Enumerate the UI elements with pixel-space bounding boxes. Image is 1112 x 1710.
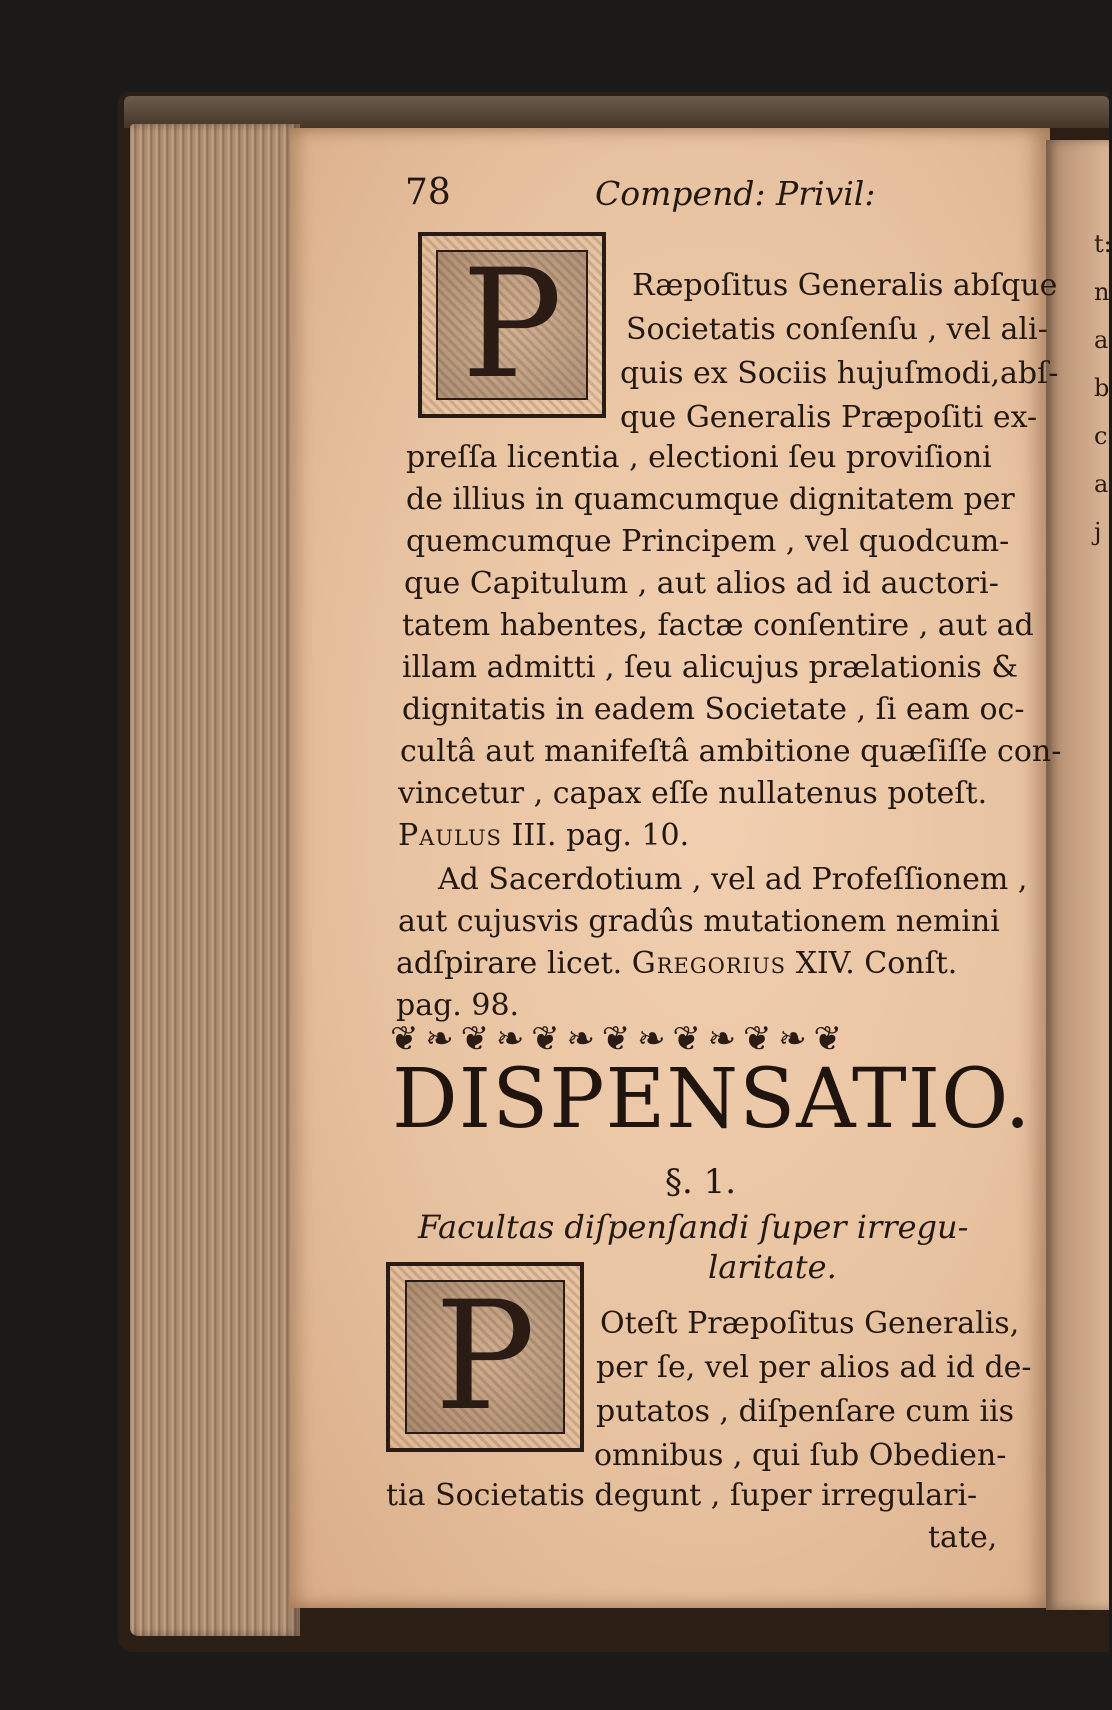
citation-name: Paulus xyxy=(398,818,502,853)
text-line: putatos , diſpenſare cum iis xyxy=(596,1394,1015,1429)
decorated-initial xyxy=(386,1262,584,1452)
catchword: tate, xyxy=(928,1520,998,1555)
running-head: Compend: Privil: xyxy=(595,174,876,213)
text-line: illam admitti , ſeu alicujus prælationis & xyxy=(402,650,1019,685)
section-title: DISPENSATIO. xyxy=(392,1052,1032,1147)
text-line: Oteſt Præpoſitus Generalis, xyxy=(600,1306,1020,1341)
text-line: cultâ aut manifeſtâ ambitione quæſiſſe con- xyxy=(400,734,1062,769)
section-number: §. 1. xyxy=(665,1162,737,1202)
next-page-letter: j xyxy=(1094,518,1102,546)
text-line: vincetur , capax eſſe nullatenus poteſt. xyxy=(398,776,988,811)
citation-ref: XIV. Conſt. xyxy=(786,946,958,981)
text-line: aut cujusvis gradûs mutationem nemini xyxy=(398,904,1000,939)
next-page-letter: t: xyxy=(1094,230,1112,258)
citation-line xyxy=(396,946,957,981)
section-subtitle: Facultas diſpenſandi ſuper irregu- xyxy=(418,1208,969,1246)
citation-line xyxy=(398,818,689,853)
page-stack-edge xyxy=(130,124,300,1636)
text-line: quis ex Sociis hujuſmodi,abſ- xyxy=(620,356,1059,391)
section-subtitle: laritate. xyxy=(708,1248,837,1286)
citation-name: Gregorius xyxy=(631,946,787,981)
initial-letter: P xyxy=(436,250,588,400)
citation-ref: III. pag. 10. xyxy=(501,818,690,853)
next-page-letter: a xyxy=(1094,470,1109,498)
next-page-letter: a xyxy=(1094,326,1109,354)
page-header xyxy=(405,172,925,212)
text-line: pag. 98. xyxy=(396,988,520,1023)
initial-letter: P xyxy=(405,1280,565,1433)
next-page-letter: n xyxy=(1094,278,1110,306)
next-page-letter: c xyxy=(1094,422,1108,450)
text-line: quemcumque Principem , vel quodcum- xyxy=(406,524,1010,559)
text-line: que Generalis Præpoſiti ex- xyxy=(620,400,1038,435)
text-line: Ad Sacerdotium , vel ad Profeſſionem , xyxy=(438,862,1028,897)
page-number: 78 xyxy=(405,172,451,213)
next-page-letter: b xyxy=(1094,374,1110,402)
text-line: tia Societatis degunt , ſuper irregulari- xyxy=(386,1478,978,1513)
text-line: omnibus , qui ſub Obedien- xyxy=(594,1438,1007,1473)
text-line: que Capitulum , aut alios ad id auctori- xyxy=(404,566,999,601)
text-fragment: adſpirare licet. xyxy=(396,946,623,981)
text-line: preſſa licentia , electioni ſeu proviſioni xyxy=(406,440,992,475)
text-line: Societatis conſenſu , vel ali- xyxy=(626,312,1048,347)
ornament-band: ❦ ❧ ❦ ❧ ❦ ❧ ❦ ❧ ❦ ❧ ❦ ❧ ❦ xyxy=(390,1019,841,1059)
decorated-initial xyxy=(418,232,606,418)
text-line: per ſe, vel per alios ad id de- xyxy=(596,1350,1032,1385)
text-line: tatem habentes, factæ conſentire , aut ad xyxy=(402,608,1034,643)
text-line: de illius in quamcumque dignitatem per xyxy=(406,482,1015,517)
text-line: dignitatis in eadem Societate , ſi eam oc- xyxy=(402,692,1025,727)
text-line: Ræpoſitus Generalis abſque xyxy=(632,268,1058,303)
